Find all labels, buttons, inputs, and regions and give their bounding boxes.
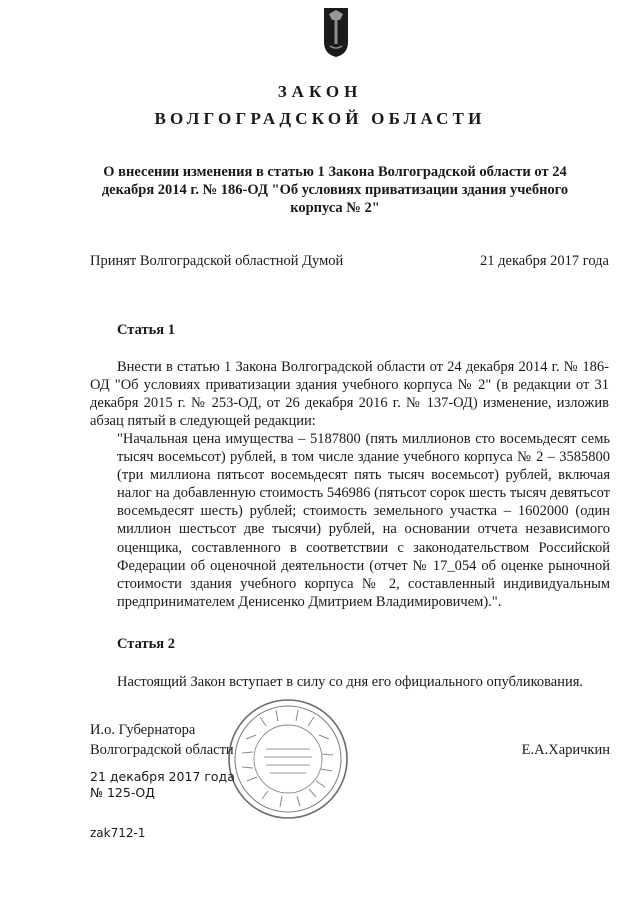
signer-position-line-2: Волгоградской области	[90, 742, 234, 758]
accepted-date: 21 декабря 2017 года	[480, 253, 609, 269]
signer-position-line-1: И.о. Губернатора	[90, 722, 196, 738]
document-id: zak712-1	[90, 826, 146, 840]
document-type-title: ЗАКОН	[277, 82, 363, 101]
article-1-heading: Статья 1	[117, 322, 175, 338]
accepted-by: Принят Волгоградской областной Думой	[90, 253, 344, 269]
law-subtitle: О внесении изменения в статью 1 Закона Волгоградской области от 24 декабря 2014 г. № 186-ОД "Об условиях приватизации здания учебного корпуса № 2"	[101, 164, 569, 216]
region-title: ВОЛГОГРАДСКОЙ ОБЛАСТИ	[154, 109, 486, 128]
signer-name: Е.А.Харичкин	[521, 742, 610, 758]
registration-date: 21 декабря 2017 года	[90, 769, 235, 784]
article-2-heading: Статья 2	[117, 636, 175, 652]
coat-of-arms-icon	[322, 6, 350, 58]
article-2-paragraph: Настоящий Закон вступает в силу со дня его официального опубликования.	[117, 674, 584, 690]
official-seal-stamp	[226, 697, 350, 821]
article-1-paragraph-2: "Начальная цена имущества – 5187800 (пять миллионов сто восемьдесят семь тысяч восемьсот) рублей, в том числе здание учебного корпуса № 2 – 3585800 (три миллиона пятьсот восемьдесят пять тысяч восемьсот) рублей, включая налог на добавленную стоимость 546986 (пятьсот сорок шесть тысяч девятьсот восемьдесят шесть) рублей; стоимость земельного участка – 1602000 (один миллион шестьсот две тысячи) рублей, на основании отчета независимого оценщика, составленного в соответствии с законодательством Российской Федерации об оценочной деятельности (отчет № 17_054 об оценке рыночной стоимости здания учебного корпуса № 2, составленный индивидуальным предпринимателем Денисенко Дмитрием Владимировичем).".	[117, 431, 610, 610]
article-1-paragraph-1: Внести в статью 1 Закона Волгоградской области от 24 декабря 2014 г. № 186-ОД "Об условиях приватизации здания учебного корпуса № 2" (в редакции от 31 декабря 2015 г. № 253-ОД, от 26 декабря 2016 г. № 137-ОД) изменение, изложив абзац пятый в следующей редакции:	[90, 359, 609, 430]
registration-number: № 125-ОД	[90, 785, 155, 800]
